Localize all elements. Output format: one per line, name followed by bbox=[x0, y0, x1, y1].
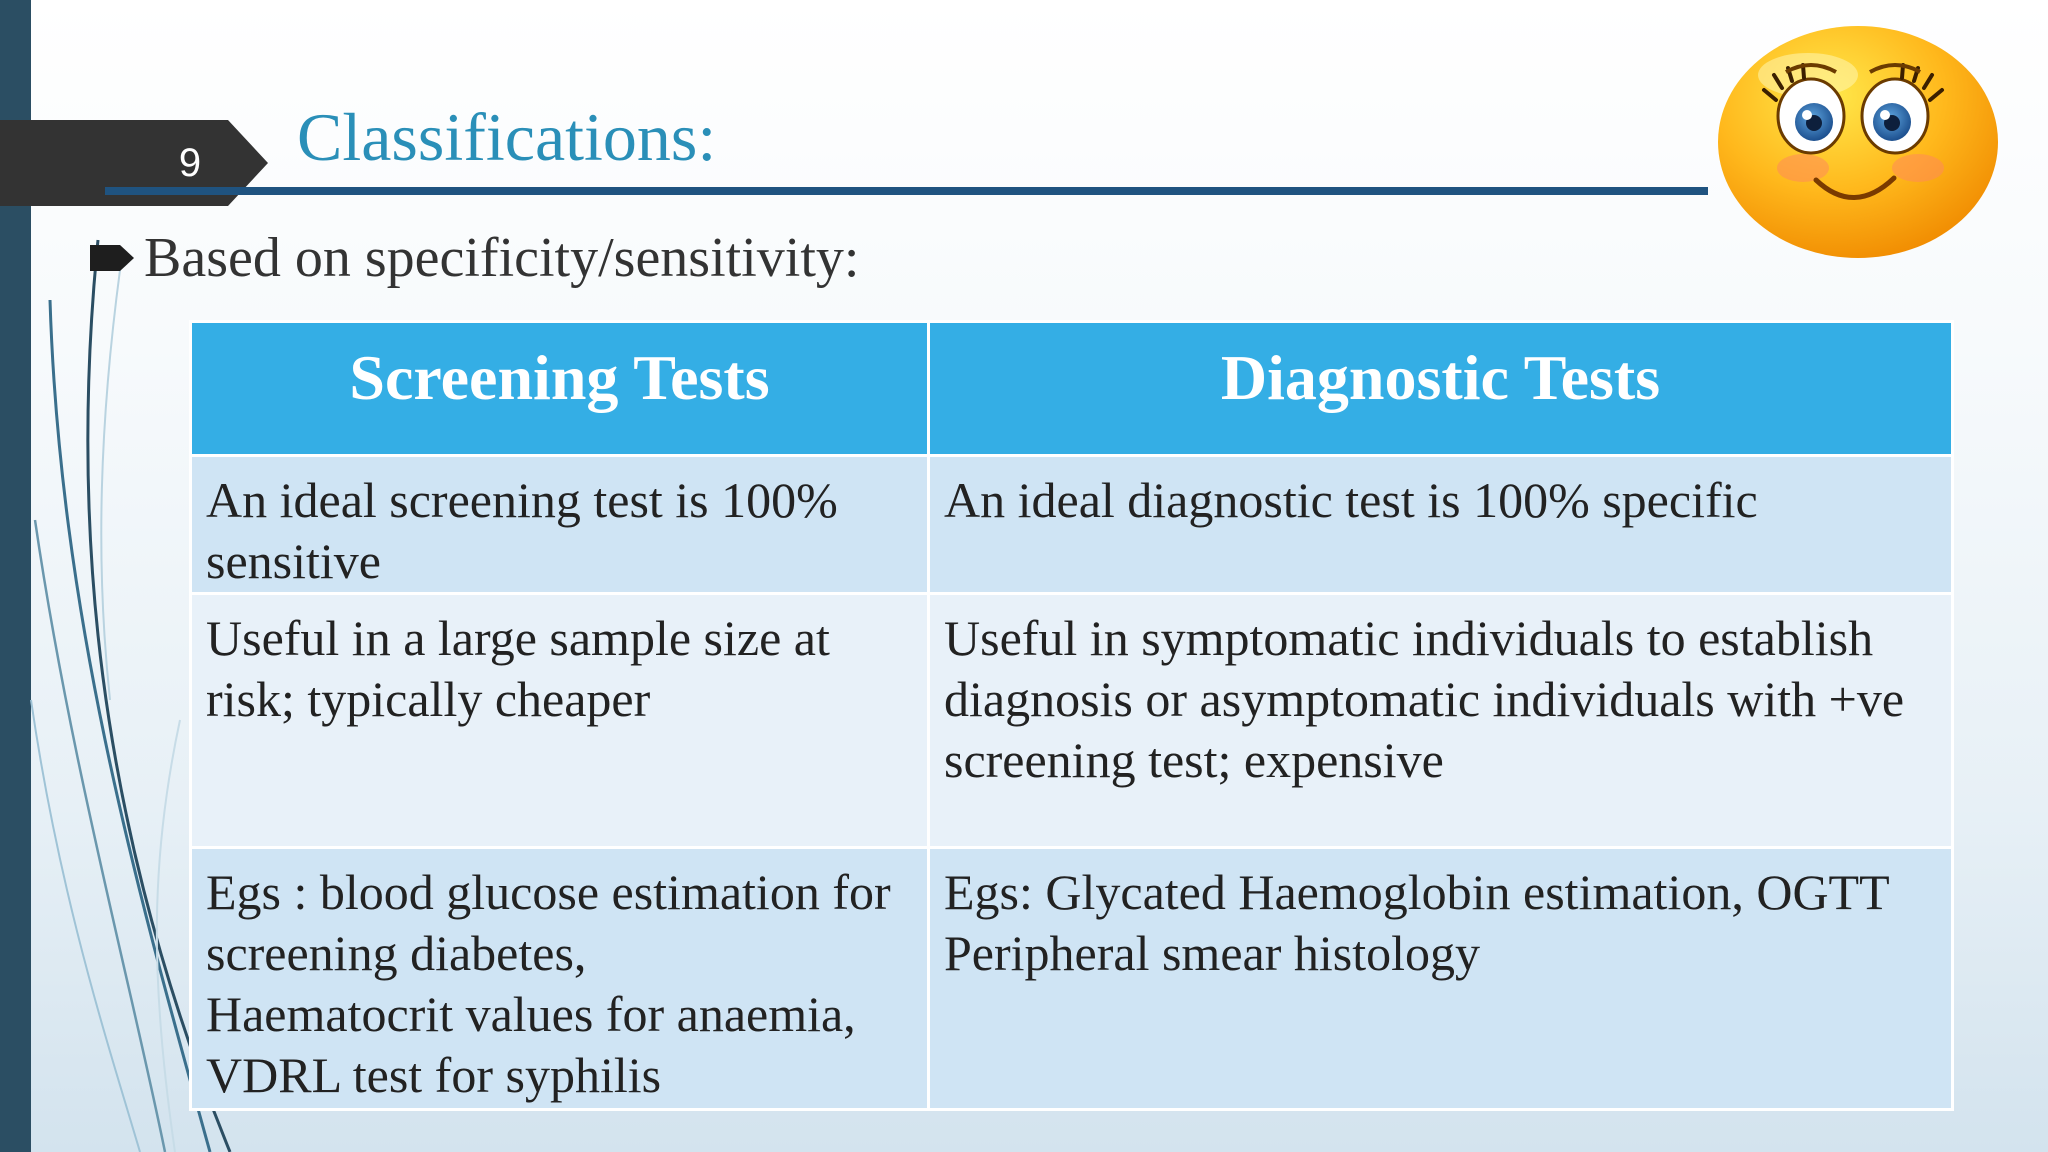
cell-line: Egs : blood glucose estimation for bbox=[206, 864, 891, 920]
screening-cell bbox=[191, 456, 929, 594]
cell-line: Haematocrit values for anaemia, bbox=[206, 986, 856, 1042]
bullet-marker-icon bbox=[90, 243, 136, 273]
table-row bbox=[191, 848, 1953, 1110]
title-underline bbox=[105, 187, 1708, 195]
table-row bbox=[191, 456, 1953, 594]
comparison-table bbox=[189, 320, 1954, 1111]
diagnostic-cell bbox=[929, 848, 1953, 1110]
bullet-text: Based on specificity/sensitivity: bbox=[144, 227, 860, 289]
cell-line: An ideal screening test is 100% bbox=[206, 472, 838, 528]
cell-line: Useful in symptomatic individuals to establish bbox=[944, 610, 1874, 666]
slide-title: Classifications: bbox=[297, 99, 717, 175]
table-header-row bbox=[191, 322, 1953, 456]
smiling-face-emoji-icon bbox=[1708, 20, 2004, 264]
cell-line: diagnosis or asymptomatic individuals with +ve bbox=[944, 671, 1905, 727]
header-diagnostic-tests: Diagnostic Tests bbox=[929, 322, 1953, 456]
cell-line: VDRL test for syphilis bbox=[206, 1047, 662, 1103]
table-row bbox=[191, 594, 1953, 848]
cell-line: Egs: Glycated Haemoglobin estimation, OGTT bbox=[944, 864, 1890, 920]
cell-line: risk; typically cheaper bbox=[206, 671, 651, 727]
screening-cell bbox=[191, 594, 929, 848]
cell-line: screening diabetes, bbox=[206, 925, 587, 981]
cell-line: sensitive bbox=[206, 533, 381, 589]
slide-number: 9 bbox=[178, 141, 202, 185]
header-screening-tests: Screening Tests bbox=[191, 322, 929, 456]
cell-line: An ideal diagnostic test is 100% specific bbox=[944, 472, 1758, 528]
cell-line: screening test; expensive bbox=[944, 732, 1444, 788]
diagnostic-cell bbox=[929, 456, 1953, 594]
diagnostic-cell bbox=[929, 594, 1953, 848]
cell-line: Useful in a large sample size at bbox=[206, 610, 830, 666]
screening-cell bbox=[191, 848, 929, 1110]
cell-line: Peripheral smear histology bbox=[944, 925, 1480, 981]
